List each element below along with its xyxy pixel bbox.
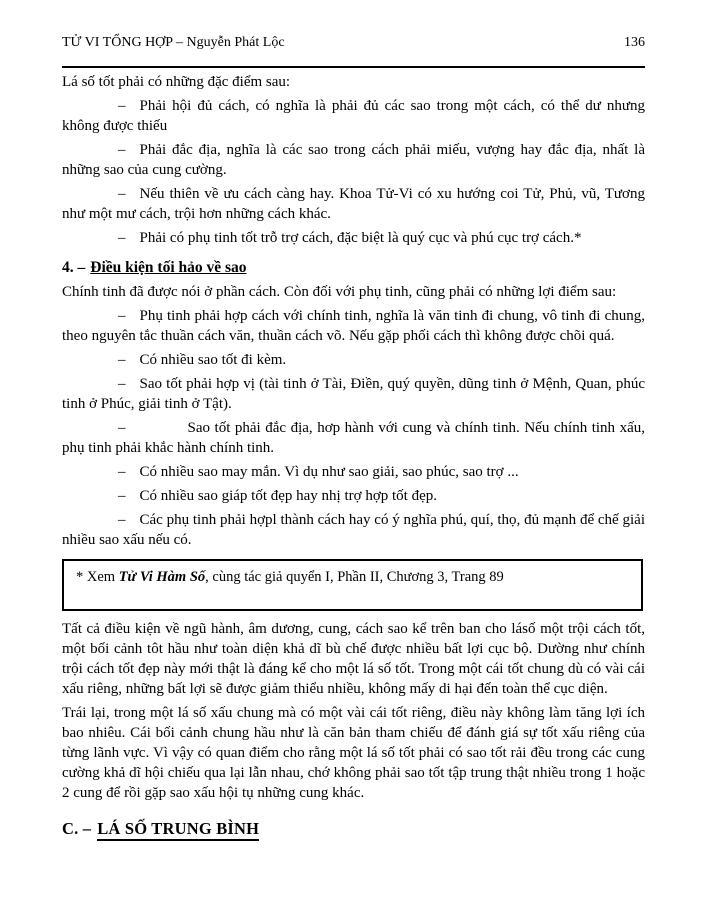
bullet-item <box>62 96 645 136</box>
bullet-dash: – <box>118 308 126 324</box>
header-divider-rule <box>62 66 645 68</box>
bullet-dash: – <box>118 420 126 436</box>
bullet-dash: – <box>118 488 126 504</box>
footnote-text <box>76 567 629 587</box>
bullet-item <box>62 374 645 414</box>
bullet-item <box>62 184 645 224</box>
page-header <box>62 34 645 51</box>
bullet-text: Sao tốt phải hợp vị (tài tinh ở Tài, Điền, quý quyền, dũng tinh ở Mệnh, Quan, phúc tinh ở Phúc, giải tinh ở Tật). <box>62 376 645 412</box>
heading-number: 4. – <box>62 259 86 276</box>
paragraph-chinh-tinh: Chính tinh đã được nói ở phần cách. Còn đối với phụ tinh, cũng phải có những lợi điểm sau: <box>62 284 617 300</box>
bullet-dash: – <box>118 98 126 114</box>
bullet-item <box>62 418 645 458</box>
bullet-dash: – <box>118 186 126 202</box>
bullet-item <box>62 510 645 550</box>
heading-title: Điều kiện tối hảo về sao <box>90 259 247 276</box>
bullet-dash: – <box>118 230 126 246</box>
bullet-text: Có nhiều sao may mắn. Vì dụ như sao giải, sao phúc, sao trợ ... <box>139 464 519 480</box>
header-title: TỬ VI TỔNG HỢP – Nguyễn Phát Lộc <box>62 35 285 50</box>
bullet-text: Có nhiều sao tốt đi kèm. <box>139 352 287 368</box>
footnote-book-title: Tử Vi Hàm Số <box>118 569 206 585</box>
page-number: 136 <box>624 35 645 50</box>
bullet-dash: – <box>118 376 126 392</box>
page-body <box>62 72 645 840</box>
bullet-dash: – <box>118 352 126 368</box>
footnote-rest: , cùng tác giả quyển I, Phần II, Chương 3, Trang 89 <box>205 569 504 585</box>
section-heading-4 <box>62 257 645 278</box>
bullet-text: Có nhiều sao giáp tốt đẹp hay nhị trợ hợp tốt đẹp. <box>139 488 437 504</box>
closing-paragraph-1: Tất cả điều kiện về ngũ hành, âm dương, cung, cách sao kể trên ban cho lásố một trội cách tốt, một bối cảnh tôt hầu như toàn diện khả dĩ bù chế được nhiều bất lợi cục bộ. Dường như chính trội cách tốt đẹp này mới thật là đáng kể cho một lá số tốt. Trong một cái tốt chung dù có vài cái xấu riêng, những bất lợi sẽ được giảm thiểu nhiều, không mấy di hại đến toàn thể cục diện. <box>62 621 645 697</box>
bullet-item <box>62 462 645 482</box>
bullet-dash: – <box>118 512 126 528</box>
bullet-text: Phụ tinh phải hợp cách với chính tinh, nghĩa là văn tinh đi chung, vô tinh đi chung, theo nguyên tắc thuần cách văn, thuần cách võ. Nếu gặp phối cách thì không được chõi quá. <box>62 308 645 344</box>
bullet-text: Các phụ tinh phải hợpl thành cách hay có ý nghĩa phú, quí, thọ, đủ mạnh để chế giải nhiều sao xấu nếu có. <box>62 512 645 548</box>
intro-paragraph: Lá số tốt phải có những đặc điểm sau: <box>62 74 291 90</box>
bullet-text: Phải đắc địa, nghĩa là các sao trong cách phải miếu, vượng hay đắc địa, nhất là những sao của cung cường. <box>62 142 645 178</box>
bullet-text: Phải có phụ tinh tốt trỗ trợ cách, đặc biệt là quý cục và phú cục trợ cách.* <box>139 230 582 246</box>
bullet-dash: – <box>118 142 126 158</box>
bullet-text: Nếu thiên về ưu cách càng hay. Khoa Tử-Vi có xu hướng coi Tử, Phủ, vũ, Tương như một mư cách, trội hơn những cách khác. <box>62 186 645 222</box>
heading-title: LÁ SỐ TRUNG BÌNH <box>97 819 259 841</box>
bullet-item <box>62 350 645 370</box>
bullet-item <box>62 486 645 506</box>
bullet-item <box>62 306 645 346</box>
closing-paragraph-2: Trái lại, trong một lá số xấu chung mà có một vài cái tốt riêng, điều này không làm tăng lợi ích bao nhiêu. Cái bối cảnh chung hầu như là căn bản tham chiếu để đánh giá sự tốt xấu riêng của từng lãnh vực. Vì vậy có quan điểm cho rằng một lá số tốt phải có sao tốt rải đều trong các cung cường khả dĩ hội chiếu qua lại lẫn nhau, chớ không phải sao tốt tập trung thật nhiều trong 1 hoặc 2 cung để rồi gặp sao xấu hội tụ những cung khác. <box>62 705 645 801</box>
bullet-item <box>62 140 645 180</box>
footnote-box <box>62 559 643 611</box>
bullet-text: Phải hội đủ cách, có nghĩa là phải đủ các sao trong một cách, có thể dư nhưng không được thiếu <box>62 98 645 134</box>
bullet-text: Sao tốt phải đắc địa, hơp hành với cung và chính tinh. Nếu chính tinh xấu, phụ tinh phải khắc hành chính tinh. <box>62 420 645 456</box>
section-heading-c <box>62 818 645 840</box>
bullet-item <box>62 228 645 248</box>
bullet-dash: – <box>118 464 126 480</box>
heading-number: C. – <box>62 819 92 838</box>
footnote-marker: * Xem <box>76 569 119 585</box>
